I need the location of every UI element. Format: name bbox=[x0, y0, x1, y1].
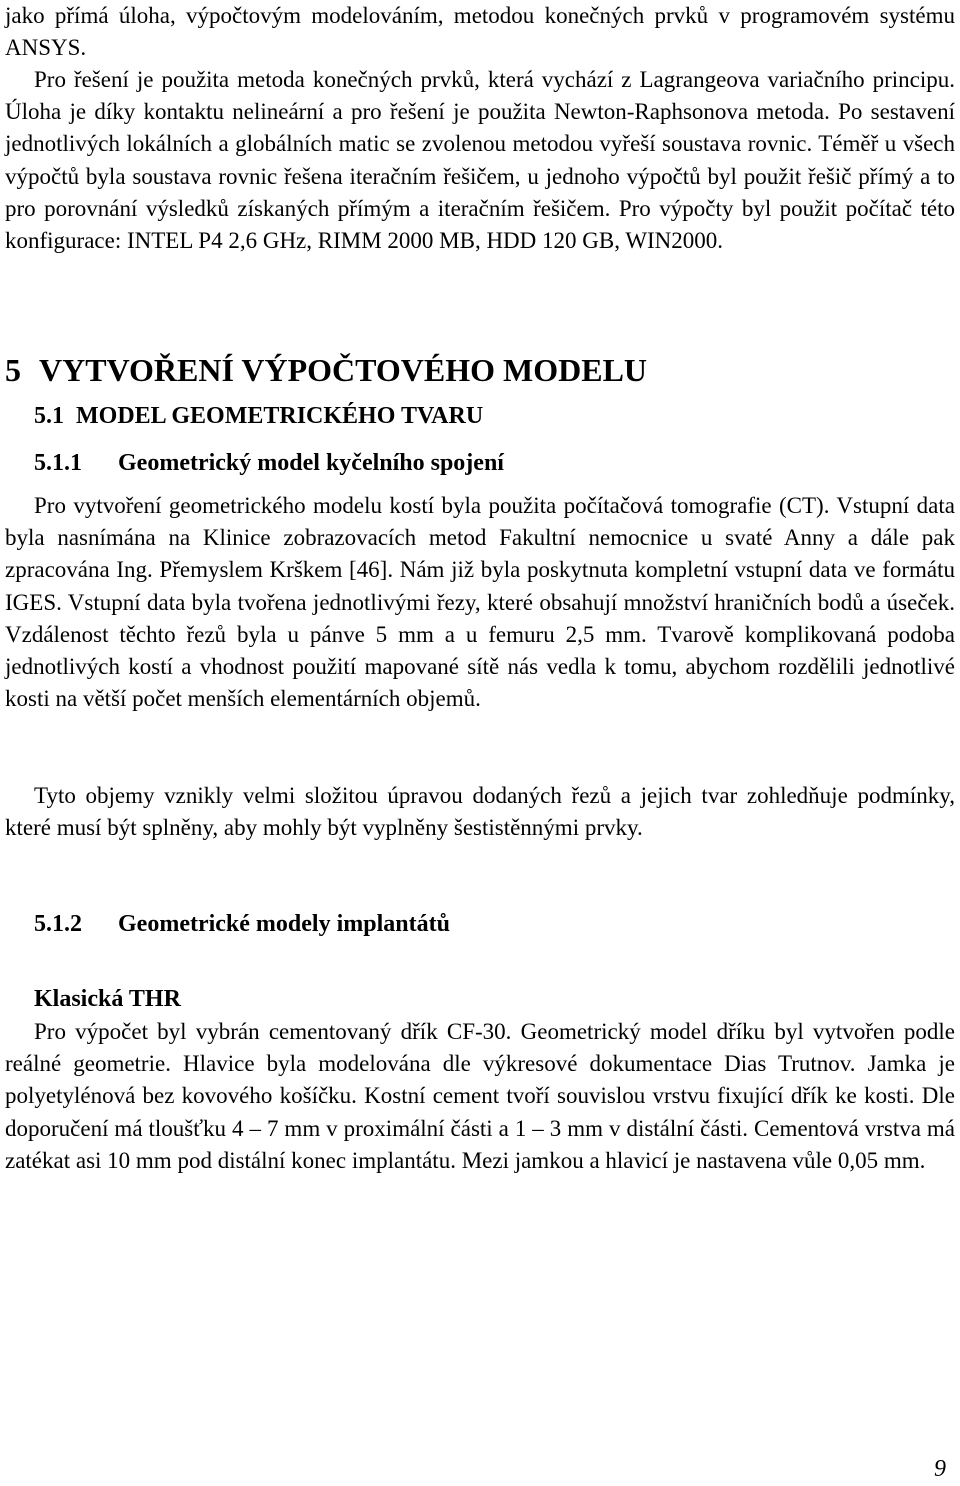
subsection-title: Geometrický model kyčelního spojení bbox=[118, 450, 504, 476]
paragraph-volumes: Tyto objemy vznikly velmi složitou úpravou dodaných řezů a jejich tvar zohledňuje podmínky, které musí být splněny, aby mohly být vyplněny šestistěnnými prvky. bbox=[5, 783, 955, 841]
paragraph-intro-continuation: jako přímá úloha, výpočtovým modelováním, metodou konečných prvků v programovém systému ANSYS. bbox=[5, 3, 955, 61]
subsection-number: 5.1.2 bbox=[34, 911, 82, 937]
paragraph-solution-method: Pro řešení je použita metoda konečných prvků, která vychází z Lagrangeova variačního principu. Úloha je díky kontaktu nelineární a pro řešení je použita Newton-Raphsonova metoda. Po sestavení jednotlivých lokálních a globálních matic se zvolenou metodou vyřeší soustava rovnic. Téměř u všech výpočtů byla soustava rovnic řešena iteračním řešičem, u jednoho výpočtů byl použit řešič přímý a to pro porovnání výsledků získaných přímým a iteračním řešičem. Pro výpočty byl použit počítač této konfigurace: INTEL P4 2,6 GHz, RIMM 2000 MB, HDD 120 GB, WIN2000. bbox=[5, 67, 955, 254]
chapter-number: 5 bbox=[5, 352, 21, 388]
section-title: MODEL GEOMETRICKÉHO TVARU bbox=[76, 403, 484, 429]
subheading-classic-thr: Klasická THR bbox=[34, 986, 181, 1012]
section-number: 5.1 bbox=[34, 403, 64, 429]
section-heading bbox=[34, 400, 483, 432]
page-number: 9 bbox=[934, 1456, 946, 1482]
subsection-number: 5.1.1 bbox=[34, 450, 82, 476]
subsection-heading-hip-joint bbox=[34, 447, 504, 479]
paragraph-ct-data: Pro vytvoření geometrického modelu kostí byla použita počítačová tomografie (CT). Vstupní data byla nasnímána na Klinice zobrazovacích metod Fakultní nemocnice u svaté Anny a dále pak zpracována Ing. Přemyslem Krškem [46]. Nám již byla poskytnuta kompletní vstupní data ve formátu IGES. Vstupní data byla tvořena jednotlivými řezy, které obsahují množství hraničních bodů a úseček. Vzdálenost těchto řezů byla u pánve 5 mm a u femuru 2,5 mm. Tvarově komplikovaná podoba jednotlivých kostí a vhodnost použití mapované sítě nás vedla k tomu, abychom rozdělili jednotlivé kosti na větší počet menších elementárních objemů. bbox=[5, 493, 955, 712]
subsection-heading-implants bbox=[34, 908, 450, 940]
chapter-heading bbox=[5, 350, 647, 390]
paragraph-stem-model: Pro výpočet byl vybrán cementovaný dřík CF-30. Geometrický model dříku byl vytvořen podle reálné geometrie. Hlavice byla modelována dle výkresové dokumentace Dias Trutnov. Jamka je polyetylénová bez kovového košíčku. Kostní cement tvoří souvislou vrstvu fixující dřík ke kosti. Dle doporučení má tloušťku 4 – 7 mm v proximální části a 1 – 3 mm v distální části. Cementová vrstva má zatékat asi 10 mm pod distální konec implantátu. Mezi jamkou a hlavicí je nastavena vůle 0,05 mm. bbox=[5, 1019, 955, 1173]
subsection-title: Geometrické modely implantátů bbox=[118, 911, 450, 937]
chapter-title: VYTVOŘENÍ VÝPOČTOVÉHO MODELU bbox=[39, 352, 648, 388]
